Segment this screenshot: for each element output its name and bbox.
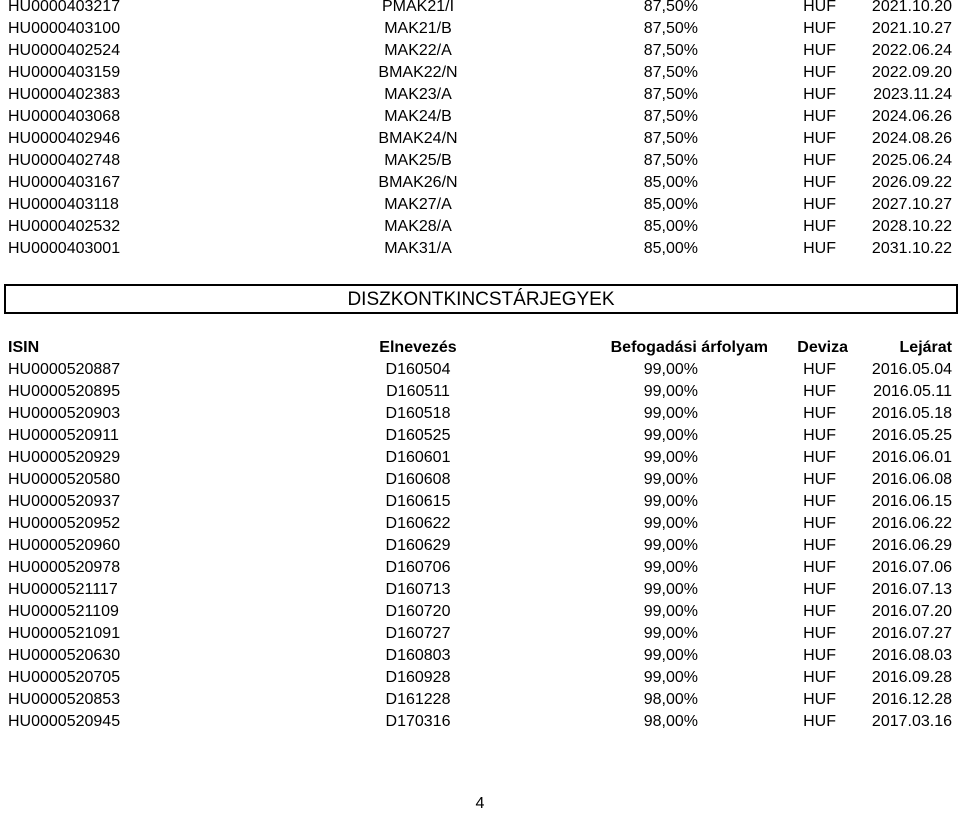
table-row <box>8 0 952 18</box>
rate-cell: 99,00% <box>643 515 698 532</box>
name-cell: MAK23/A <box>384 86 452 103</box>
maturity-cell: 2025.06.24 <box>871 152 952 169</box>
name-cell: MAK21/B <box>384 20 452 37</box>
rate-cell: 99,00% <box>643 625 698 642</box>
name-cell: D160706 <box>385 559 451 576</box>
isin-cell: HU0000402383 <box>8 86 121 103</box>
header-currency: Deviza <box>797 339 848 356</box>
maturity-cell: 2016.06.29 <box>871 537 952 554</box>
table-row <box>8 238 952 260</box>
table-row <box>8 62 952 84</box>
name-cell: PMAK21/I <box>381 0 455 15</box>
name-cell: D160511 <box>386 383 450 400</box>
maturity-cell: 2023.11.24 <box>873 86 952 103</box>
currency-cell: HUF <box>803 603 836 620</box>
rate-cell: 99,00% <box>643 493 698 510</box>
header-rate: Befogadási árfolyam <box>610 339 768 356</box>
name-cell: BMAK24/N <box>378 130 458 147</box>
currency-cell: HUF <box>803 361 836 378</box>
isin-cell: HU0000520952 <box>8 515 121 532</box>
table-row <box>8 425 952 447</box>
currency-cell: HUF <box>803 20 836 37</box>
isin-cell: HU0000520580 <box>8 471 121 488</box>
discount-bill-table <box>8 337 952 733</box>
name-cell: D160928 <box>385 669 451 686</box>
maturity-cell: 2016.06.01 <box>871 449 952 466</box>
currency-cell: HUF <box>803 196 836 213</box>
isin-cell: HU0000520895 <box>8 383 121 400</box>
name-cell: MAK24/B <box>384 108 452 125</box>
isin-cell: HU0000520945 <box>8 713 121 730</box>
name-cell: MAK27/A <box>384 196 452 213</box>
isin-cell: HU0000403068 <box>8 108 121 125</box>
name-cell: D170316 <box>385 713 451 730</box>
currency-cell: HUF <box>803 108 836 125</box>
table-row <box>8 535 952 557</box>
currency-cell: HUF <box>803 559 836 576</box>
table-row <box>8 403 952 425</box>
rate-cell: 87,50% <box>643 86 698 103</box>
rate-cell: 85,00% <box>643 240 698 257</box>
rate-cell: 99,00% <box>643 383 698 400</box>
name-cell: D160518 <box>385 405 451 422</box>
currency-cell: HUF <box>803 449 836 466</box>
rate-cell: 98,00% <box>643 713 698 730</box>
maturity-cell: 2016.07.27 <box>871 625 952 642</box>
rate-cell: 85,00% <box>643 218 698 235</box>
maturity-cell: 2016.06.15 <box>871 493 952 510</box>
table-row <box>8 359 952 381</box>
table-row <box>8 106 952 128</box>
maturity-cell: 2024.06.26 <box>871 108 952 125</box>
maturity-cell: 2016.05.04 <box>871 361 952 378</box>
rate-cell: 99,00% <box>643 603 698 620</box>
name-cell: D160720 <box>385 603 451 620</box>
isin-cell: HU0000402946 <box>8 130 121 147</box>
maturity-cell: 2016.12.28 <box>871 691 952 708</box>
isin-cell: HU0000520960 <box>8 537 121 554</box>
currency-cell: HUF <box>803 581 836 598</box>
isin-cell: HU0000403118 <box>8 196 119 213</box>
rate-cell: 99,00% <box>643 581 698 598</box>
name-cell: MAK31/A <box>384 240 452 257</box>
maturity-cell: 2021.10.27 <box>871 20 952 37</box>
maturity-cell: 2017.03.16 <box>871 713 952 730</box>
currency-cell: HUF <box>803 493 836 510</box>
maturity-cell: 2016.07.20 <box>871 603 952 620</box>
rate-cell: 99,00% <box>643 361 698 378</box>
rate-cell: 99,00% <box>643 449 698 466</box>
table-row <box>8 194 952 216</box>
currency-cell: HUF <box>803 669 836 686</box>
isin-cell: HU0000403100 <box>8 20 121 37</box>
bond-table <box>8 0 952 260</box>
currency-cell: HUF <box>803 625 836 642</box>
rate-cell: 87,50% <box>643 108 698 125</box>
name-cell: D160615 <box>385 493 451 510</box>
name-cell: D160622 <box>385 515 451 532</box>
maturity-cell: 2026.09.22 <box>871 174 952 191</box>
table-row <box>8 623 952 645</box>
rate-cell: 99,00% <box>643 471 698 488</box>
rate-cell: 87,50% <box>643 64 698 81</box>
currency-cell: HUF <box>803 405 836 422</box>
isin-cell: HU0000520929 <box>8 449 121 466</box>
rate-cell: 99,00% <box>643 647 698 664</box>
table-row <box>8 557 952 579</box>
currency-cell: HUF <box>803 383 836 400</box>
table-row <box>8 84 952 106</box>
rate-cell: 99,00% <box>643 559 698 576</box>
header-maturity: Lejárat <box>899 339 952 356</box>
currency-cell: HUF <box>803 691 836 708</box>
isin-cell: HU0000521117 <box>8 581 118 598</box>
maturity-cell: 2024.08.26 <box>871 130 952 147</box>
header-name: Elnevezés <box>379 339 457 356</box>
isin-cell: HU0000403001 <box>8 240 121 257</box>
isin-cell: HU0000520853 <box>8 691 121 708</box>
section-title-discount-treasury-bills: DISZKONTKINCSTÁRJEGYEK <box>4 284 958 314</box>
table-row <box>8 579 952 601</box>
isin-cell: HU0000402748 <box>8 152 121 169</box>
table-row <box>8 18 952 40</box>
table-row <box>8 150 952 172</box>
currency-cell: HUF <box>803 471 836 488</box>
currency-cell: HUF <box>803 218 836 235</box>
isin-cell: HU0000402532 <box>8 218 121 235</box>
maturity-cell: 2027.10.27 <box>871 196 952 213</box>
isin-cell: HU0000521091 <box>8 625 121 642</box>
maturity-cell: 2016.05.25 <box>871 427 952 444</box>
name-cell: BMAK22/N <box>378 64 458 81</box>
isin-cell: HU0000403167 <box>8 174 121 191</box>
header-isin: ISIN <box>8 339 40 356</box>
table-row <box>8 172 952 194</box>
name-cell: BMAK26/N <box>378 174 458 191</box>
table-row <box>8 447 952 469</box>
name-cell: D161228 <box>385 691 451 708</box>
table-row <box>8 711 952 733</box>
maturity-cell: 2016.08.03 <box>871 647 952 664</box>
table-row <box>8 667 952 689</box>
maturity-cell: 2016.05.18 <box>871 405 952 422</box>
isin-cell: HU0000402524 <box>8 42 121 59</box>
maturity-cell: 2016.06.08 <box>871 471 952 488</box>
currency-cell: HUF <box>803 515 836 532</box>
table-row <box>8 469 952 491</box>
bond-table-body <box>8 0 952 260</box>
isin-cell: HU0000520630 <box>8 647 121 664</box>
currency-cell: HUF <box>803 64 836 81</box>
maturity-cell: 2016.07.13 <box>871 581 952 598</box>
rate-cell: 99,00% <box>643 669 698 686</box>
name-cell: D160629 <box>385 537 451 554</box>
rate-cell: 99,00% <box>643 405 698 422</box>
currency-cell: HUF <box>803 537 836 554</box>
isin-cell: HU0000520978 <box>8 559 121 576</box>
isin-cell: HU0000403159 <box>8 64 121 81</box>
maturity-cell: 2016.06.22 <box>871 515 952 532</box>
isin-cell: HU0000521109 <box>8 603 119 620</box>
table-row <box>8 491 952 513</box>
table-row <box>8 689 952 711</box>
rate-cell: 87,50% <box>643 42 698 59</box>
maturity-cell: 2022.09.20 <box>871 64 952 81</box>
currency-cell: HUF <box>803 152 836 169</box>
isin-cell: HU0000403217 <box>8 0 121 15</box>
table-row <box>8 513 952 535</box>
currency-cell: HUF <box>803 647 836 664</box>
table-row <box>8 216 952 238</box>
rate-cell: 99,00% <box>643 427 698 444</box>
rate-cell: 87,50% <box>643 0 698 15</box>
discount-bill-table-body <box>8 359 952 733</box>
currency-cell: HUF <box>803 42 836 59</box>
currency-cell: HUF <box>803 86 836 103</box>
page-number: 4 <box>475 795 485 812</box>
currency-cell: HUF <box>803 130 836 147</box>
name-cell: MAK22/A <box>384 42 452 59</box>
rate-cell: 98,00% <box>643 691 698 708</box>
table-row <box>8 645 952 667</box>
table-row <box>8 40 952 62</box>
currency-cell: HUF <box>803 427 836 444</box>
maturity-cell: 2021.10.20 <box>871 0 952 15</box>
name-cell: D160601 <box>385 449 451 466</box>
table-row <box>8 601 952 623</box>
maturity-cell: 2016.05.11 <box>873 383 952 400</box>
rate-cell: 87,50% <box>643 152 698 169</box>
maturity-cell: 2031.10.22 <box>871 240 952 257</box>
currency-cell: HUF <box>803 240 836 257</box>
name-cell: D160525 <box>385 427 451 444</box>
name-cell: D160803 <box>385 647 451 664</box>
table-row <box>8 381 952 403</box>
currency-cell: HUF <box>803 174 836 191</box>
rate-cell: 85,00% <box>643 196 698 213</box>
currency-cell: HUF <box>803 0 836 15</box>
name-cell: D160504 <box>385 361 451 378</box>
table-row <box>8 128 952 150</box>
name-cell: D160713 <box>385 581 451 598</box>
name-cell: MAK25/B <box>384 152 452 169</box>
rate-cell: 85,00% <box>643 174 698 191</box>
name-cell: D160608 <box>385 471 451 488</box>
isin-cell: HU0000520911 <box>8 427 119 444</box>
maturity-cell: 2016.09.28 <box>871 669 952 686</box>
currency-cell: HUF <box>803 713 836 730</box>
header-row <box>8 337 952 359</box>
name-cell: D160727 <box>385 625 451 642</box>
maturity-cell: 2028.10.22 <box>871 218 952 235</box>
rate-cell: 99,00% <box>643 537 698 554</box>
isin-cell: HU0000520903 <box>8 405 121 422</box>
maturity-cell: 2022.06.24 <box>871 42 952 59</box>
discount-bill-table-header <box>8 337 952 359</box>
name-cell: MAK28/A <box>384 218 452 235</box>
maturity-cell: 2016.07.06 <box>871 559 952 576</box>
rate-cell: 87,50% <box>643 130 698 147</box>
isin-cell: HU0000520887 <box>8 361 121 378</box>
rate-cell: 87,50% <box>643 20 698 37</box>
isin-cell: HU0000520937 <box>8 493 121 510</box>
isin-cell: HU0000520705 <box>8 669 121 686</box>
